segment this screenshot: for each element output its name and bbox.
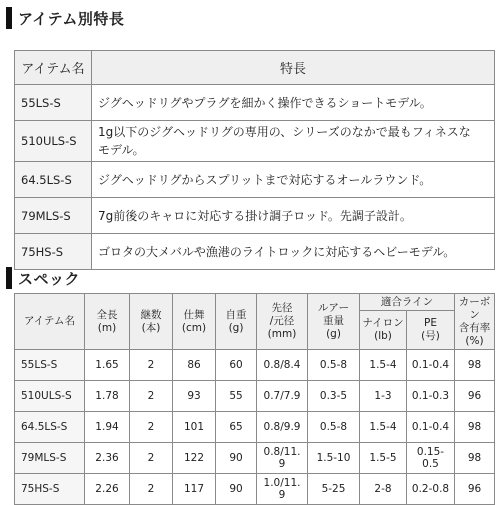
- spec-cell-carbon: 98: [455, 443, 495, 474]
- spec-cell-tip: [257, 443, 308, 474]
- features-description: [92, 234, 495, 270]
- spec-col-weight: 自重 (g): [216, 294, 257, 350]
- features-description: [92, 198, 495, 234]
- spec-cell-closed: 86: [173, 350, 216, 381]
- spec-row: [15, 381, 495, 412]
- spec-cell-nylon: 1.5-5: [360, 443, 407, 474]
- spec-table: [14, 293, 495, 505]
- spec-cell-pieces: 2: [130, 443, 173, 474]
- spec-col-length: 全長 (m): [85, 294, 130, 350]
- spec-cell-weight: 90: [216, 443, 257, 474]
- spec-cell-line: 0.7/7.9: [263, 390, 301, 402]
- features-description-line: 1g以下のジグヘッドリグの専用の、シリーズのなかで最もフィネスな: [98, 125, 471, 139]
- spec-cell-line: 0.8/8.4: [263, 359, 301, 371]
- spec-cell-length: 2.36: [85, 443, 130, 474]
- features-col-item: アイテム名: [15, 51, 92, 85]
- spec-cell-line: 0.1-0.4: [411, 421, 450, 433]
- spec-cell-item: 64.5LS-S: [15, 412, 85, 443]
- spec-cell-pe: [407, 350, 455, 381]
- spec-col-pe: PE (号): [407, 311, 455, 350]
- spec-cell-closed: 101: [173, 412, 216, 443]
- features-row: [15, 234, 495, 270]
- features-description: [92, 162, 495, 198]
- spec-cell-lure: 0.3-5: [308, 381, 360, 412]
- spec-cell-line: 1.0/11.: [263, 477, 301, 489]
- spec-cell-weight: 90: [216, 474, 257, 505]
- spec-cell-weight: 60: [216, 350, 257, 381]
- spec-cell-nylon: 2-8: [360, 474, 407, 505]
- spec-cell-carbon: 96: [455, 381, 495, 412]
- spec-col-line-group: 適合ライン: [360, 294, 455, 311]
- spec-col-carbon: カーボン 含有率 (%): [455, 294, 495, 350]
- spec-cell-item: 75HS-S: [15, 474, 85, 505]
- features-heading: [6, 6, 124, 30]
- spec-cell-length: 1.65: [85, 350, 130, 381]
- spec-cell-carbon: 98: [455, 412, 495, 443]
- spec-row: [15, 443, 495, 474]
- features-description-line: ジグヘッドリグからスプリットまで対応するオールラウンド。: [98, 172, 432, 187]
- features-description-line: ゴロタの大メバルや漁港のライトロックに対応するヘビーモデル。: [98, 244, 456, 259]
- spec-cell-closed: 93: [173, 381, 216, 412]
- spec-heading: [6, 266, 80, 290]
- features-description-line: モデル。: [98, 143, 145, 157]
- spec-cell-weight: 55: [216, 381, 257, 412]
- features-item-name: 79MLS-S: [15, 198, 92, 234]
- spec-cell-lure: 5-25: [308, 474, 360, 505]
- spec-cell-lure: 1.5-10: [308, 443, 360, 474]
- spec-col-lure: ルアー 重量 (g): [308, 294, 360, 350]
- spec-cell-item: 79MLS-S: [15, 443, 85, 474]
- spec-cell-carbon: 98: [455, 350, 495, 381]
- features-row: [15, 85, 495, 121]
- heading-bar: [6, 7, 12, 29]
- spec-row: [15, 350, 495, 381]
- spec-cell-line: 0.5: [422, 458, 439, 470]
- spec-cell-closed: 122: [173, 443, 216, 474]
- features-row: [15, 162, 495, 198]
- features-heading-text: アイテム別特長: [18, 9, 125, 28]
- spec-cell-lure: 0.5-8: [308, 412, 360, 443]
- features-description: [92, 85, 495, 121]
- features-item-name: 75HS-S: [15, 234, 92, 270]
- spec-cell-nylon: 1-3: [360, 381, 407, 412]
- spec-cell-line: 0.8/9.9: [263, 421, 301, 433]
- spec-cell-line: 0.1-0.4: [411, 359, 450, 371]
- features-col-feature: 特長: [92, 51, 495, 85]
- heading-bar: [6, 267, 12, 289]
- spec-cell-pe: [407, 443, 455, 474]
- spec-cell-lure: 0.5-8: [308, 350, 360, 381]
- spec-cell-nylon: 1.5-4: [360, 412, 407, 443]
- spec-row: [15, 412, 495, 443]
- spec-cell-length: 1.94: [85, 412, 130, 443]
- features-item-name: 55LS-S: [15, 85, 92, 121]
- spec-cell-tip: [257, 350, 308, 381]
- features-item-name: 64.5LS-S: [15, 162, 92, 198]
- spec-col-tip: 先径 /元径 (mm): [257, 294, 308, 350]
- spec-cell-carbon: 96: [455, 474, 495, 505]
- features-item-name: 510ULS-S: [15, 121, 92, 162]
- spec-cell-weight: 65: [216, 412, 257, 443]
- spec-cell-item: 55LS-S: [15, 350, 85, 381]
- features-row: [15, 121, 495, 162]
- spec-col-nylon: ナイロン (lb): [360, 311, 407, 350]
- spec-col-closed: 仕舞 (cm): [173, 294, 216, 350]
- features-description: [92, 121, 495, 162]
- spec-cell-line: 0.15-: [416, 446, 445, 458]
- spec-cell-length: 1.78: [85, 381, 130, 412]
- spec-cell-line: 9: [278, 458, 286, 470]
- spec-cell-pieces: 2: [130, 474, 173, 505]
- spec-cell-line: 0.8/11.: [263, 446, 301, 458]
- spec-cell-pe: [407, 412, 455, 443]
- spec-cell-pieces: 2: [130, 381, 173, 412]
- spec-cell-length: 2.26: [85, 474, 130, 505]
- spec-cell-tip: [257, 412, 308, 443]
- spec-cell-tip: [257, 381, 308, 412]
- spec-cell-pe: [407, 381, 455, 412]
- features-description-line: ジグヘッドリグやプラグを細かく操作できるショートモデル。: [98, 95, 432, 110]
- spec-cell-item: 510ULS-S: [15, 381, 85, 412]
- features-row: [15, 198, 495, 234]
- spec-cell-nylon: 1.5-4: [360, 350, 407, 381]
- spec-cell-line: 9: [278, 489, 286, 501]
- features-header-row: [15, 51, 495, 85]
- spec-cell-line: 0.1-0.3: [411, 390, 450, 402]
- spec-cell-pieces: 2: [130, 412, 173, 443]
- spec-heading-text: スペック: [18, 269, 81, 288]
- spec-col-pieces: 継数 (本): [130, 294, 173, 350]
- features-table: [14, 50, 495, 270]
- spec-cell-line: 0.2-0.8: [411, 483, 450, 495]
- features-description-line: 7g前後のキャロに対応する掛け調子ロッド。先調子設計。: [98, 208, 412, 223]
- spec-cell-closed: 117: [173, 474, 216, 505]
- spec-col-item: アイテム名: [15, 294, 85, 350]
- spec-cell-pieces: 2: [130, 350, 173, 381]
